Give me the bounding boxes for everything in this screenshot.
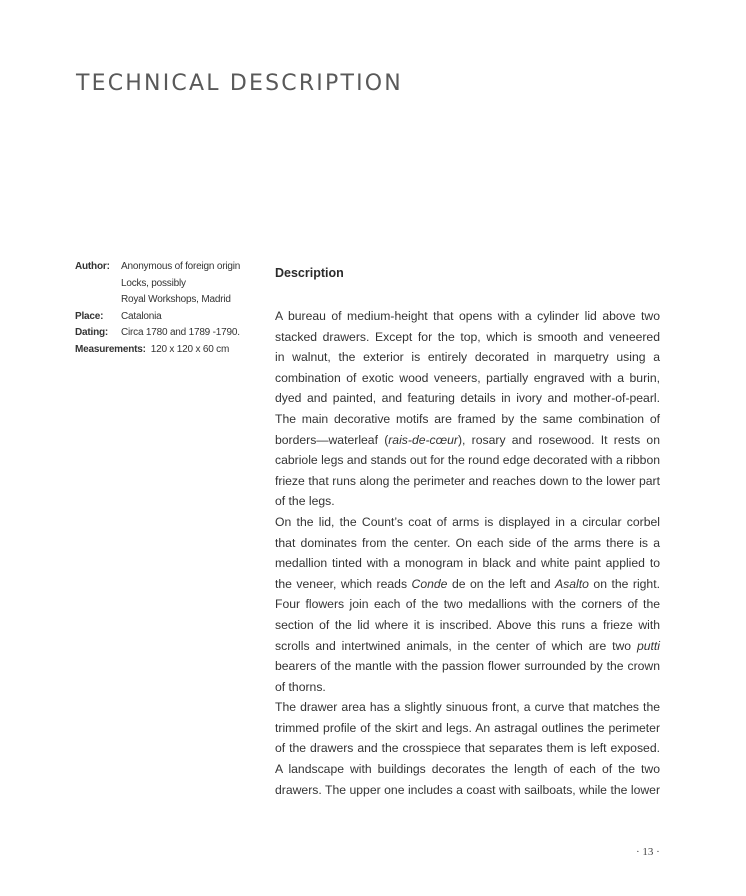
dating-value: Circa 1780 and 1789 -1790. xyxy=(121,327,240,338)
page-title: TECHNICAL DESCRIPTION xyxy=(76,71,403,96)
line-text: The main decorative motifs are framed by the same combination of xyxy=(275,411,660,426)
line-text: in walnut, the exterior is entirely decorated in marquetry using a xyxy=(275,350,660,365)
artwork-metadata xyxy=(75,259,265,358)
description-line xyxy=(275,347,660,368)
description-line xyxy=(275,306,660,327)
line-text: On the lid, the Count’s coat of arms is displayed in a circular corbel xyxy=(275,514,660,529)
place-row xyxy=(75,309,265,326)
place-value: Catalonia xyxy=(121,310,162,322)
line-text: on the right. xyxy=(588,576,660,591)
description-line xyxy=(275,677,660,698)
author-value: Anonymous of foreign origin xyxy=(121,261,241,272)
description-line xyxy=(275,636,660,657)
line-text: that dominates from the center. On each side of the arms there is a xyxy=(275,535,660,550)
place-label: Place: xyxy=(75,310,104,322)
italic-text: putti xyxy=(636,638,660,653)
line-text: the veneer, which reads xyxy=(275,576,412,591)
line-text: A bureau of medium-height that opens with a cylinder lid above two xyxy=(275,309,660,323)
measurements-row xyxy=(75,342,265,359)
description-body xyxy=(275,306,660,800)
description-line xyxy=(275,368,660,389)
description-line xyxy=(275,780,660,801)
description-heading: Description xyxy=(275,266,344,280)
dating-label: Dating: xyxy=(75,327,109,338)
line-text: cabriole legs and stands out for the round edge decorated with a ribbon xyxy=(275,453,660,468)
italic-text: Asalto xyxy=(555,576,589,591)
line-text: of thorns. xyxy=(275,679,326,694)
author-value-line-2: Locks, possibly xyxy=(121,277,186,289)
line-text: de on the left and xyxy=(447,576,556,591)
description-line xyxy=(275,327,660,348)
line-text: drawers. The upper one includes a coast with sailboats, while the lower xyxy=(275,782,660,797)
line-text: of the legs. xyxy=(275,494,335,509)
line-text: A landscape with buildings decorates the length of each of the two xyxy=(275,762,660,777)
line-text: scrolls and intertwined animals, in the center of which are two xyxy=(275,638,637,653)
description-line xyxy=(275,594,660,615)
description-line xyxy=(275,697,660,718)
dating-row xyxy=(75,325,265,342)
page-number: · 13 · xyxy=(636,846,660,858)
description-line xyxy=(275,615,660,636)
line-text: combination of exotic wood veneers, partially engraved with a burin, xyxy=(275,370,660,385)
line-text: section of the lid where it is inscribed. Above this runs a frieze with xyxy=(275,617,660,632)
line-text: bearers of the mantle with the passion flower surrounded by the crown xyxy=(275,659,660,674)
line-text: The drawer area has a slightly sinuous front, a curve that matches the xyxy=(275,700,660,715)
description-line xyxy=(275,533,660,554)
line-text: dyed and painted, and featuring details in ivory and mother-of-pearl. xyxy=(275,391,660,406)
description-line xyxy=(275,656,660,677)
description-line xyxy=(275,409,660,430)
description-line xyxy=(275,574,660,595)
italic-text: rais-de-cœur xyxy=(388,432,458,447)
author-label: Author: xyxy=(75,261,110,272)
description-line xyxy=(275,388,660,409)
description-line xyxy=(275,738,660,759)
italic-text: Conde xyxy=(411,576,448,591)
description-line xyxy=(275,471,660,492)
description-line xyxy=(275,512,660,533)
line-text: Four flowers join each of the two medallions with the corners of the xyxy=(275,597,660,612)
line-text: ), rosary and rosewood. It rests on xyxy=(458,432,660,447)
description-line xyxy=(275,759,660,780)
line-text: frieze that runs along the perimeter and reaches down to the lower part xyxy=(275,473,660,488)
description-line xyxy=(275,430,660,451)
line-text: medallion tinted with a monogram in black and white paint applied to xyxy=(275,556,660,571)
description-line xyxy=(275,450,660,471)
line-text: borders—waterleaf ( xyxy=(275,432,389,447)
measurements-label: Measurements: xyxy=(75,343,146,355)
line-text: of the drawers and the crosspiece that separates them is left exposed. xyxy=(275,741,660,756)
description-line xyxy=(275,491,660,512)
description-line xyxy=(275,553,660,574)
line-text: stacked drawers. Except for the top, which is smooth and veneered xyxy=(275,329,660,344)
measurements-value: 120 x 120 x 60 cm xyxy=(150,343,230,355)
author-value-line-3: Royal Workshops, Madrid xyxy=(121,294,231,305)
author-row xyxy=(75,259,265,276)
line-text: trimmed profile of the skirt and legs. An astragal outlines the perimeter xyxy=(275,720,660,735)
description-line xyxy=(275,718,660,739)
